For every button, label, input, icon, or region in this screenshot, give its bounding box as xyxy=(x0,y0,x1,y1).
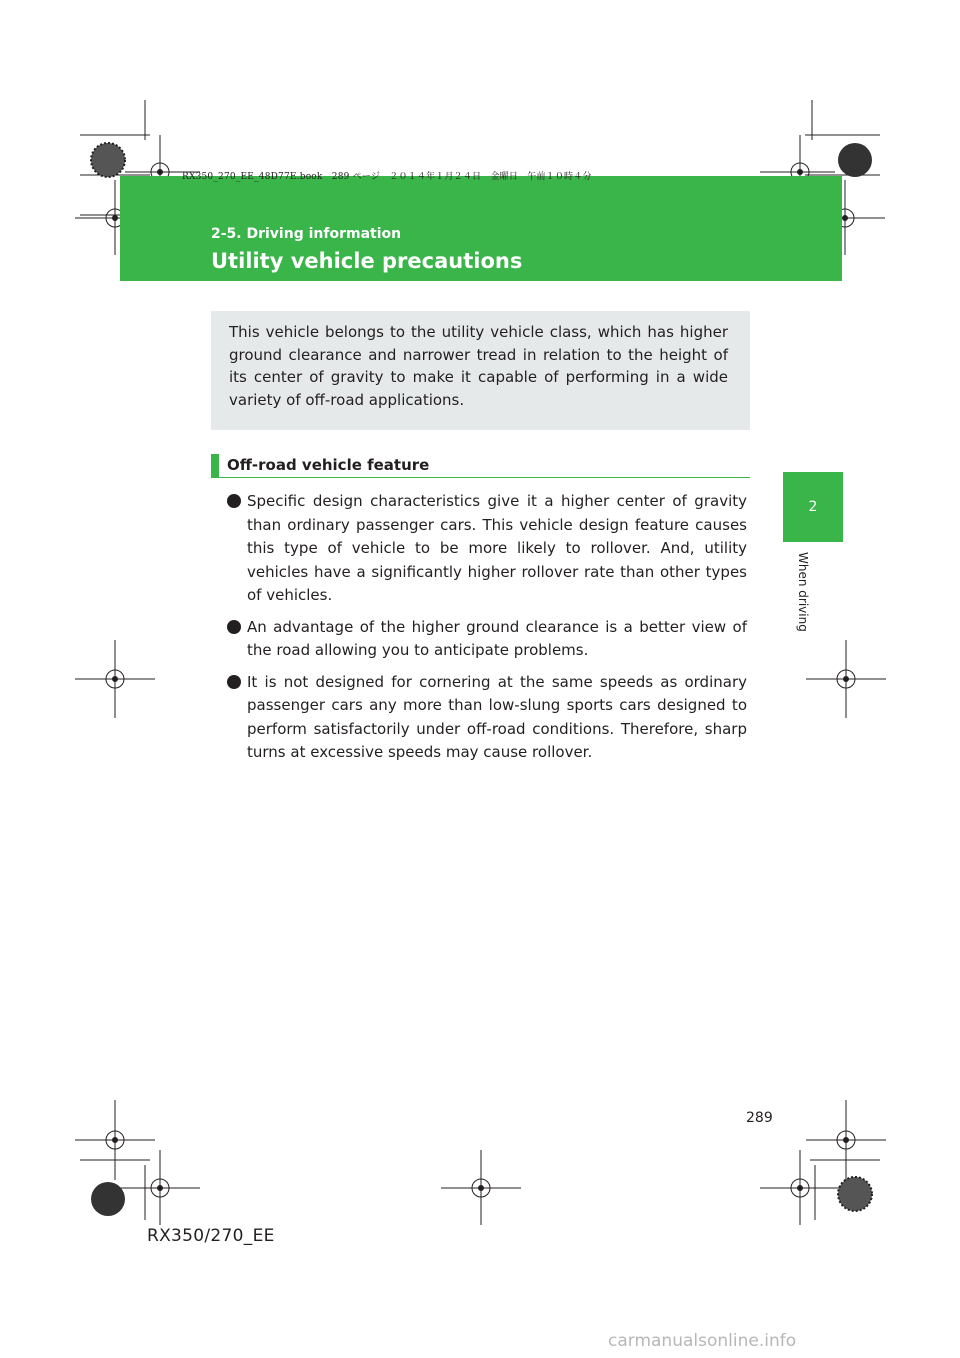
list-item xyxy=(227,490,747,608)
page-title: Utility vehicle precautions xyxy=(211,249,523,273)
print-stamp: RX350_270_EE_48D77E.book 289 ページ ２０１４年１月２４日 金曜日 午前１０時４分 xyxy=(182,172,592,182)
chapter-label: When driving xyxy=(796,552,810,632)
page-number: 289 xyxy=(746,1110,773,1126)
chapter-number: 2 xyxy=(808,499,818,515)
feature-list xyxy=(227,490,747,773)
list-item-text: Specific design characteristics give it a higher center of gravity than ordinary passenger cars. This vehicle design feature causes this type of vehicle to be more likely to rollover. And, utility vehicles have a significantly higher rollover rate than other types of vehicles. xyxy=(247,492,747,604)
bullet-icon xyxy=(227,494,241,508)
chapter-tab[interactable] xyxy=(783,472,843,542)
list-item-text: An advantage of the higher ground clearance is a better view of the road allowing you to anticipate problems. xyxy=(247,617,747,659)
bullet-icon xyxy=(227,675,241,689)
list-item-text: It is not designed for cornering at the same speeds as ordinary passenger cars any more than low-slung sports cars designed to perform satisfactorily under off-road conditions. Therefore, sharp turns at excessive speeds may cause rollover. xyxy=(247,672,747,761)
section-label: 2-5. Driving information xyxy=(211,226,402,242)
feature-heading xyxy=(211,454,750,478)
list-item xyxy=(227,671,747,765)
footer-model: RX350/270_EE xyxy=(147,1226,275,1246)
bullet-icon xyxy=(227,620,241,634)
list-item xyxy=(227,616,747,663)
intro-box xyxy=(211,311,750,430)
intro-text: This vehicle belongs to the utility vehicle class, which has higher ground clearance and narrower tread in relation to the height of its center of gravity to make it capable of performing in a wide variety of off-road applications. xyxy=(229,323,728,409)
feature-title: Off-road vehicle feature xyxy=(227,456,430,474)
watermark: carmanualsonline.info xyxy=(608,1331,797,1351)
